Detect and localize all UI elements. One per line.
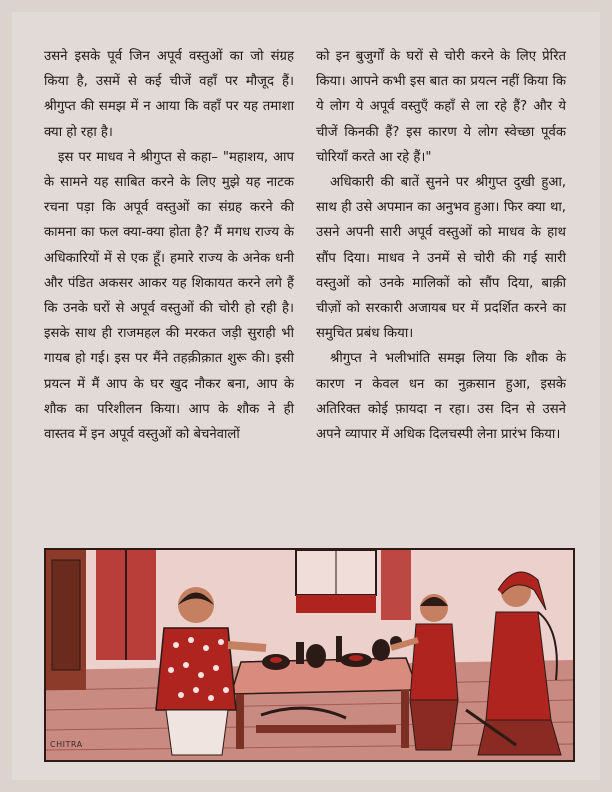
illustration-drawing <box>46 550 573 760</box>
right-text-column <box>316 44 566 447</box>
left-text-column <box>44 44 294 447</box>
right-paragraph-1: को इन बुजुर्गों के घरों से चोरी करने के लिए प्रेरित किया। आपने कभी इस बात का प्रयत्न नहीं किया कि ये लोग ये अपूर्व वस्तुएँ कहाँ से ला रहे हैं? और ये चीजें किनकी हैं? इस कारण ये लोग स्वेच्छा पूर्वक चोरियाँ करते आ रहे हैं।" <box>316 49 566 165</box>
right-paragraph-3: श्रीगुप्त ने भलीभांति समझ लिया कि शौक के कारण न केवल धन का नुक़सान हुआ, इसके अतिरिक्त कोई फ़ायदा न रहा। उस दिन से उसने अपने व्यापार में अधिक दिलचस्पी लेना प्रारंभ किया। <box>316 351 566 443</box>
left-paragraph-2: इस पर माधव ने श्रीगुप्त से कहा– "महाशय, आप के सामने यह साबित करने के लिए मुझे यह नाटक रचना पड़ा कि अपूर्व वस्तुओं का संग्रह करने की कामना का फल क्या-क्या होता है? मैं मगध राज्य के अधिकारियों में से एक हूँ। हमारे राज्य के अनेक धनी और पंडित अकसर आकर यह शिकायत करने लगे हैं कि उनके घरों से अपूर्व वस्तुओं की चोरी हो रही है। इसके साथ ही राजमहल की मरकत जड़ी सुराही भी गायब हो गई। इस पर मैंने तहक़ीक़ात शुरू की। इसी प्रयत्न में मैं आप के घर खुद नौकर बना, आप के शौक का परिशीलन किया। आप के शौक ने ही वास्तव में इन अपूर्व वस्तुओं को बेचनेवालों <box>44 149 294 443</box>
left-paragraph-1: उसने इसके पूर्व जिन अपूर्व वस्तुओं का जो संग्रह किया है, उसमें से कई चीजें वहाँ पर मौजूद हैं। श्रीगुप्त की समझ में न आया कि वहाँ पर यह तमाशा क्या हो रहा है। <box>44 49 294 140</box>
story-illustration <box>44 548 575 762</box>
right-paragraph-2: अधिकारी की बातें सुनने पर श्रीगुप्त दुखी हुआ, साथ ही उसे अपमान का अनुभव हुआ। फिर क्या था, उसने अपनी सारी अपूर्व वस्तुओं को माधव के हाथ सौंप दिया। माधव ने उनमें से चोरी की गई सारी वस्तुओं को उनके मालिकों को सौंप दिया, बाक़ी चीज़ों को सरकारी अजायब घर में प्रदर्शित करने का समुचित प्रबंध किया। <box>316 175 566 342</box>
artist-signature: CHITRA <box>50 740 83 749</box>
